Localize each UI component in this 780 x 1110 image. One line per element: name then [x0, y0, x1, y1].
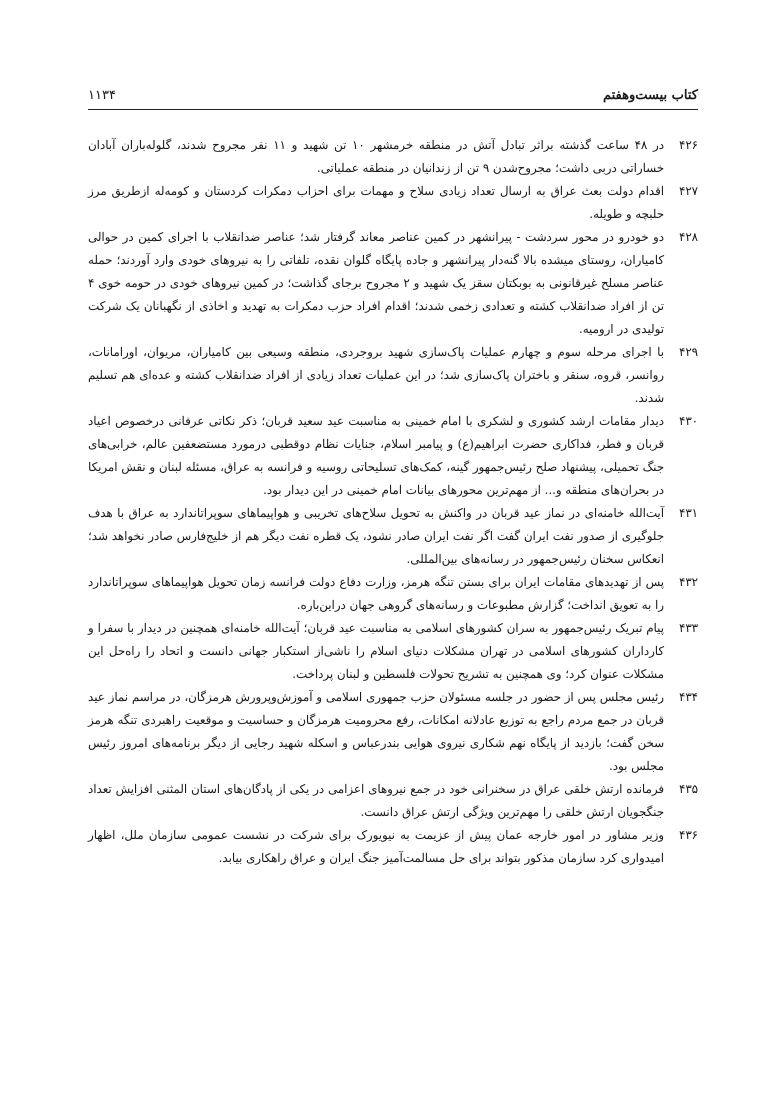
- entry-text: آیت‌الله خامنه‌ای در نماز عید قربان در واکنش به تحویل سلاح‌های تخریبی و هواپیماهای سوپراتاندارد به عراق با هدف جلوگیری از صدور نفت ایران گفت اگر نفت ایران صادر نشود، یک قطره نفت دیگر هم از خلیج‌فارس صادر نخواهد شد؛ انعکاس سخنان رئیس‌جمهور در رسانه‌های بین‌المللی.: [88, 506, 664, 566]
- entry-text: در ۴۸ ساعت گذشته براثر تبادل آتش در منطقه خرمشهر ۱۰ تن شهید و ۱۱ نفر مجروح شدند، گلوله‌باران آبادان خساراتی دربی داشت؛ مجروح‌شدن ۹ تن از زندانیان در منطقه عملیاتی.: [88, 138, 664, 175]
- entry-number: ۴۲۷: [678, 184, 698, 198]
- book-title: کتاب بیست‌وهفتم: [602, 88, 698, 103]
- entry-text: اقدام دولت بعث عراق به ارسال تعداد زیادی سلاح و مهمات برای احزاب دمکرات کردستان و کومه‌له ازطریق مرز حلبچه و طویله.: [88, 184, 664, 221]
- entry-number: ۴۳۴: [678, 690, 698, 704]
- entry-428: [88, 226, 698, 341]
- entry-number: ۴۳۱: [678, 506, 698, 520]
- entry-text: با اجرای مرحله سوم و چهارم عملیات پاک‌سازی شهید بروجردی، منطقه وسیعی بین کامیاران، مریوان، اورامانات، روانسر، قروه، سنقر و باختران پاک‌سازی شد؛ در این عملیات تعداد زیادی از افراد ضدانقلاب کشته و عده‌ای هم تسلیم شدند.: [88, 345, 664, 405]
- entry-text: پس از تهدیدهای مقامات ایران برای بستن تنگه هرمز، وزارت دفاع دولت فرانسه زمان تحویل هواپیماهای سوپراتاندارد را به تعویق انداخت؛ گزارش مطبوعات و رسانه‌های گروهی جهان دراین‌باره.: [88, 575, 664, 612]
- entry-436: [88, 824, 698, 870]
- entry-426: [88, 134, 698, 180]
- entry-text: وزیر مشاور در امور خارجه عمان پیش از عزیمت به نیویورک برای شرکت در نشست عمومی سازمان ملل، اظهار امیدواری کرد سازمان مذکور بتواند برای حل مسالمت‌آمیز جنگ ایران و عراق راهکاری بیابد.: [88, 828, 664, 865]
- entry-434: [88, 686, 698, 778]
- entry-text: پیام تبریک رئیس‌جمهور به سران کشورهای اسلامی به مناسبت عید قربان؛ آیت‌الله خامنه‌ای همچنین در دیدار با سفرا و کارداران کشورهای اسلامی در تهران مشکلات دنیای اسلام را ناشی‌از استکبار جهانی دانست و اتحاد را راه‌حل این مشکلات عنوان کرد؛ وی همچنین به تشریح تحولات فلسطین و لبنان پرداخت.: [88, 621, 664, 681]
- entry-number: ۴۲۹: [678, 345, 698, 359]
- entry-number: ۴۲۸: [678, 230, 698, 244]
- entry-number: ۴۳۲: [678, 575, 698, 589]
- entry-number: ۴۳۳: [678, 621, 698, 635]
- entry-text: دیدار مقامات ارشد کشوری و لشکری با امام خمینی به مناسبت عید سعید قربان؛ ذکر نکاتی عرفانی درخصوص اعیاد قربان و فطر، فداکاری حضرت ابراهیم(ع) و پیامبر اسلام، جنایات نظام دوقطبی درمورد مستضعفین عالم، خرابی‌های جنگ تحمیلی، پیشنهاد صلح رئیس‌جمهور گینه، کمک‌های تسلیحاتی روسیه و فرانسه به عراق، مسئله لبنان و نقش امریکا در بحران‌های منطقه و... از مهم‌ترین محورهای بیانات امام خمینی در این دیدار بود.: [88, 414, 664, 497]
- entry-435: [88, 778, 698, 824]
- entry-text: دو خودرو در محور سردشت - پیرانشهر در کمین عناصر معاند گرفتار شد؛ عناصر ضدانقلاب با اجرای کمین در حوالی کامیاران، روستای میشده بالا گنه‌دار پیرانشهر و جاده پایگاه گلوان نقده، تلفاتی را به نیروهای خودی وارد آوردند؛ حمله عناصر مسلح غیرقانونی به بوبکتان سقز یک شهید و ۲ مجروح برجای گذاشت؛ در کمین نیروهای خودی در حومه خوی ۴ تن از افراد ضدانقلاب کشته و تعدادی زخمی شدند؛ اقدام افراد حزب دمکرات به تهدید و اخاذی از نگهبانان یک شرکت تولیدی در ارومیه.: [88, 230, 664, 336]
- entry-432: [88, 571, 698, 617]
- entry-number: ۴۳۵: [678, 782, 698, 796]
- entry-433: [88, 617, 698, 686]
- entry-text: رئیس مجلس پس از حضور در جلسه مسئولان حزب جمهوری اسلامی و آموزش‌وپرورش هرمزگان، در مراسم نماز عید قربان در جمع مردم راجع به توزیع عادلانه امکانات، رفع محرومیت هرمزگان و حساسیت و موقعیت راهبردی تنگه هرمز سخن گفت؛ بازدید از پایگاه نهم شکاری نیروی هوایی بندرعباس و اسکله شهید رجایی از دیگر برنامه‌های امروز رئیس مجلس بود.: [88, 690, 664, 773]
- entry-number: ۴۲۶: [678, 138, 698, 152]
- entry-431: [88, 502, 698, 571]
- page-number: ۱۱۳۴: [88, 88, 116, 103]
- entry-text: فرمانده ارتش خلقی عراق در سخنرانی خود در جمع نیروهای اعزامی در یکی از پادگان‌های استان المثنی افزایش تعداد جنگجویان ارتش خلقی را مهم‌ترین ویژگی ارتش عراق دانست.: [88, 782, 664, 819]
- entry-number: ۴۳۶: [678, 828, 698, 842]
- entry-number: ۴۳۰: [678, 414, 698, 428]
- entry-430: [88, 410, 698, 502]
- page-header: [88, 88, 698, 110]
- chronology-entries: [88, 134, 698, 870]
- entry-429: [88, 341, 698, 410]
- entry-427: [88, 180, 698, 226]
